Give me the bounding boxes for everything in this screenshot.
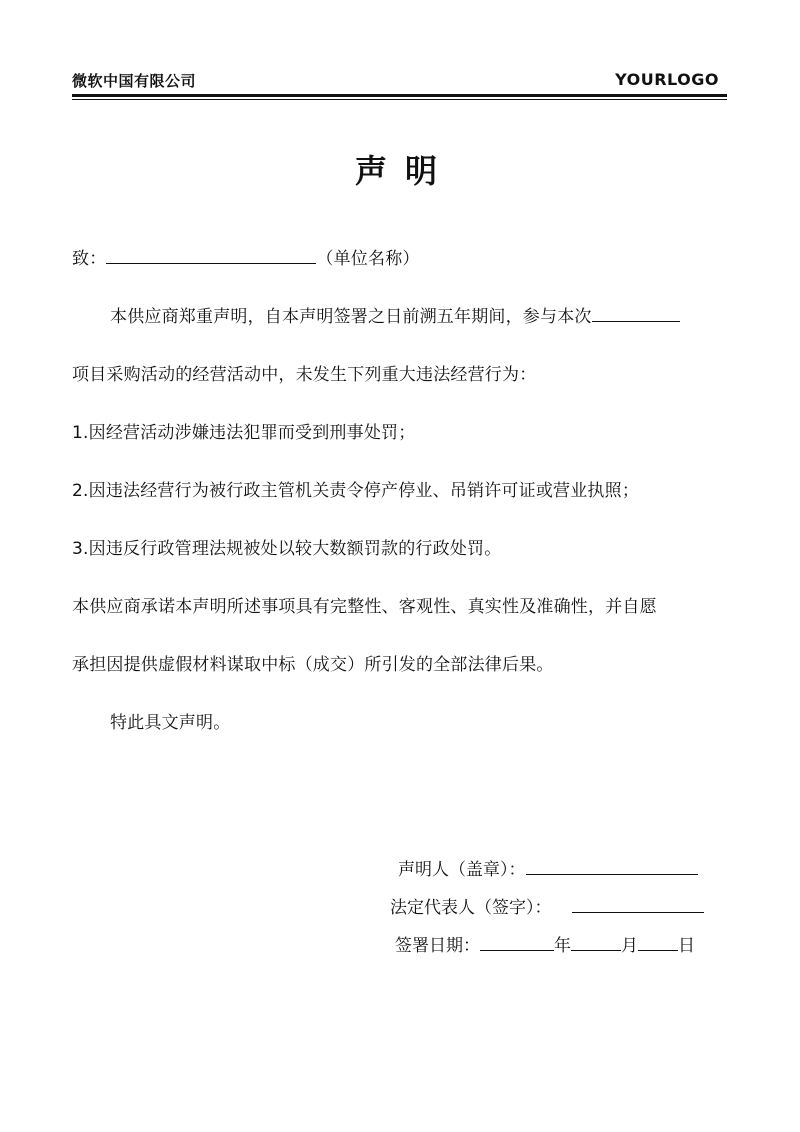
logo-text: YOURLOGO <box>615 70 719 89</box>
recipient-blank[interactable] <box>106 246 316 264</box>
page-title: 声明 <box>354 152 455 190</box>
para2-line1: 本供应商承诺本声明所述事项具有完整性、客观性、真实性及准确性，并自愿 <box>72 597 657 617</box>
para2-line2: 承担因提供虚假材料谋取中标（成交）所引发的全部法律后果。 <box>72 655 554 675</box>
legal-rep-row <box>390 893 704 918</box>
year-label: 年 <box>554 936 571 956</box>
legal-rep-label: 法定代表人（签字）： <box>390 898 552 918</box>
header-divider-thick <box>72 94 727 97</box>
declarant-row <box>398 855 698 880</box>
list-item-3: 3.因违反行政管理法规被处以较大数额罚款的行政处罚。 <box>72 539 502 559</box>
para1-line2: 项目采购活动的经营活动中，未发生下列重大违法经营行为： <box>72 365 537 385</box>
recipient-line <box>72 244 420 269</box>
list-item-2: 2.因违法经营行为被行政主管机关责令停产停业、吊销许可证或营业执照； <box>72 481 640 501</box>
list-item-1: 1.因经营活动涉嫌违法犯罪而受到刑事处罚； <box>72 423 416 443</box>
date-label: 签署日期： <box>395 936 480 956</box>
legal-rep-blank[interactable] <box>572 895 704 913</box>
month-blank[interactable] <box>571 933 621 951</box>
declarant-blank[interactable] <box>526 857 698 875</box>
para1-line1 <box>110 302 680 327</box>
para1-line1-text: 本供应商郑重声明，自本声明签署之日前溯五年期间，参与本次 <box>110 307 592 327</box>
day-label: 日 <box>678 936 695 956</box>
project-blank[interactable] <box>592 304 680 322</box>
page-header <box>72 70 727 92</box>
recipient-prefix: 致： <box>72 249 107 269</box>
year-blank[interactable] <box>480 933 554 951</box>
declarant-label: 声明人（盖章）： <box>398 860 526 880</box>
closing-text: 特此具文声明。 <box>110 713 231 733</box>
day-blank[interactable] <box>638 933 678 951</box>
recipient-suffix: （单位名称） <box>316 249 420 269</box>
month-label: 月 <box>621 936 638 956</box>
header-divider-thin <box>72 99 727 100</box>
date-row <box>395 931 695 956</box>
company-name: 微软中国有限公司 <box>72 72 197 90</box>
